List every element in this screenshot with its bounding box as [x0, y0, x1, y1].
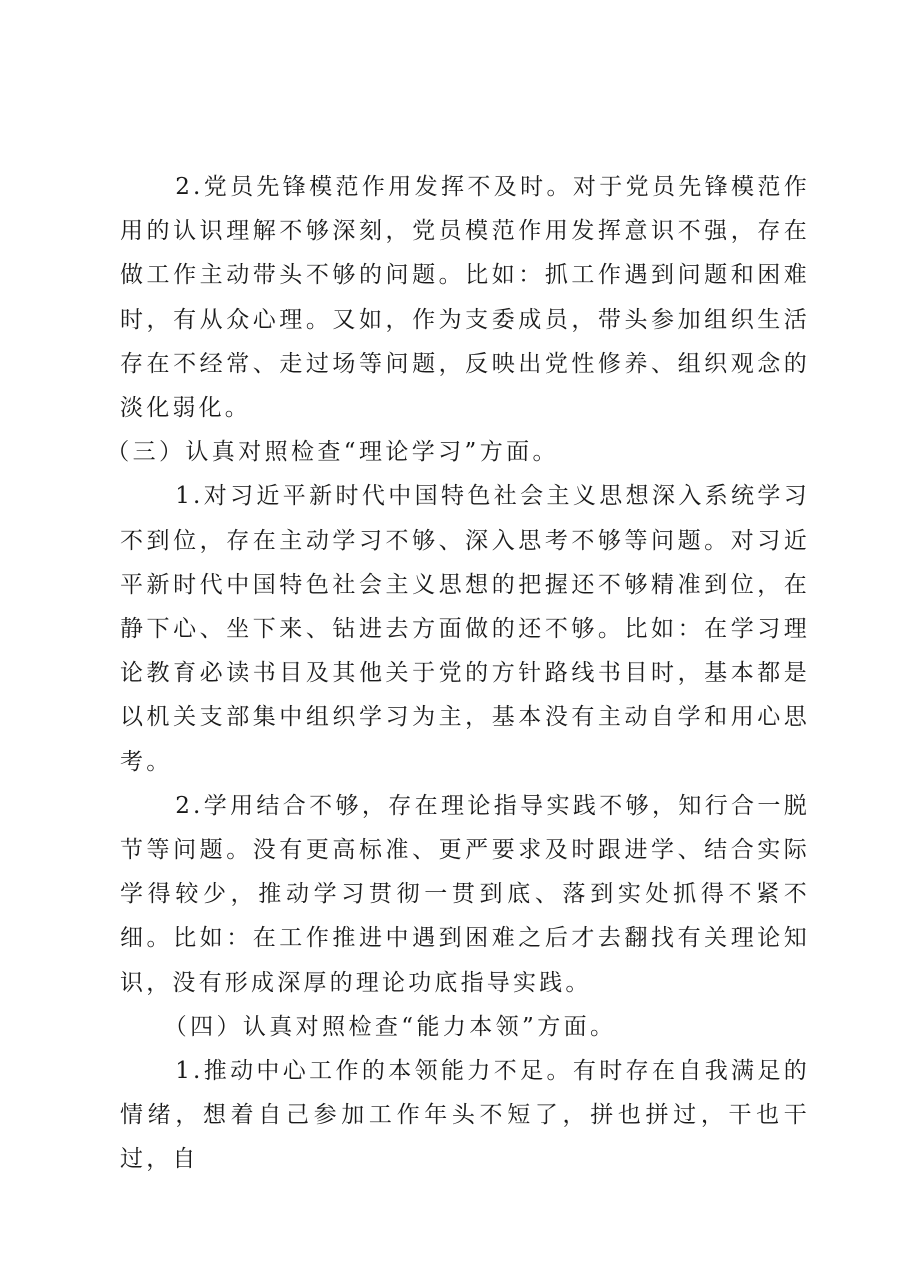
paragraph-theory-study-2: 2.学用结合不够，存在理论指导实践不够，知行合一脱节等问题。没有更高标准、更严要求及时跟进学、结合实际学得较少，推动学习贯彻一贯到底、落到实处抓得不紧不细。比如：在工作推进中遇到困难之后才去翻找有关理论知识，没有形成深厚的理论功底指导实践。	[120, 792, 810, 996]
paragraph-theory-study-1: 1.对习近平新时代中国特色社会主义思想深入系统学习不到位，存在主动学习不够、深入思考不够等问题。对习近平新时代中国特色社会主义思想的把握还不够精准到位，在静下心、坐下来、钻进去方面做的还不够。比如：在学习理论教育必读书目及其他关于党的方针路线书目时，基本都是以机关支部集中组织学习为主，基本没有主动自学和用心思考。	[120, 483, 810, 775]
paragraph-ability-1: 1.推动中心工作的本领能力不足。有时存在自我满足的情绪，想着自己参加工作年头不短了，拼也拼过，干也干过，自	[120, 1058, 810, 1173]
document-body	[106, 165, 810, 1182]
section-heading-ability: （四）认真对照检查“能力本领”方面。	[163, 1013, 617, 1040]
paragraph-party-member-role: 2.党员先锋模范作用发挥不及时。对于党员先锋模范作用的认识理解不够深刻，党员模范作用发挥意识不强，存在做工作主动带头不够的问题。比如：抓工作遇到问题和困难时，有从众心理。又如，作为支委成员，带头参加组织生活存在不经常、走过场等问题，反映出党性修养、组织观念的淡化弱化。	[120, 174, 810, 422]
section-heading-theory-study: （三）认真对照检查“理论学习”方面。	[106, 439, 559, 466]
